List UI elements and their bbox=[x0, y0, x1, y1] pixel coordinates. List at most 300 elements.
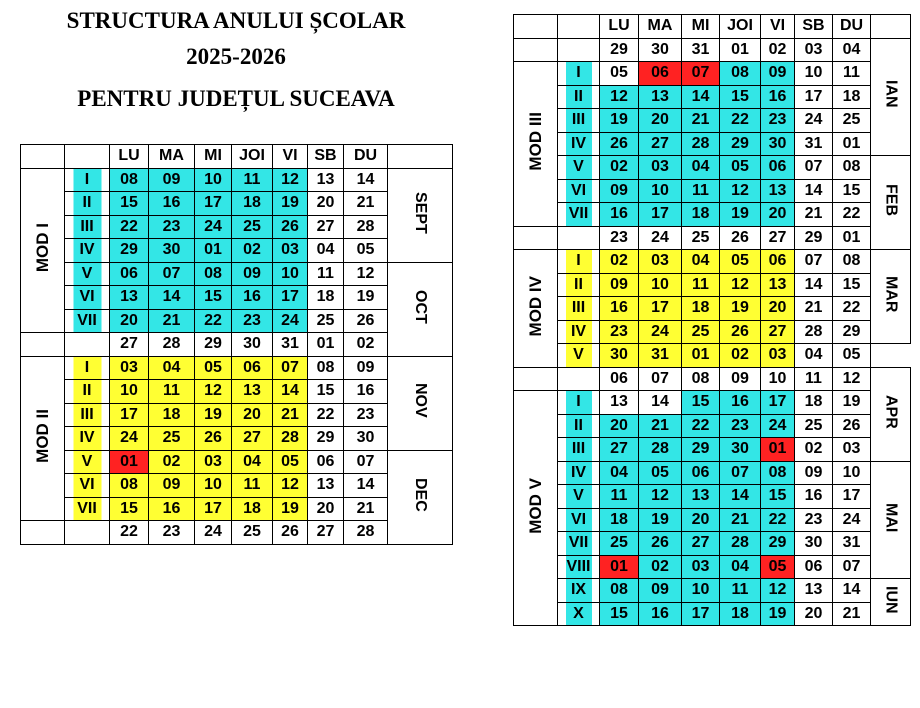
week-row bbox=[514, 508, 911, 532]
date-cell: 31 bbox=[639, 344, 682, 368]
date-cell: 30 bbox=[232, 333, 273, 357]
vacation-week-cell bbox=[558, 226, 600, 250]
date-cell: 16 bbox=[344, 380, 388, 404]
date-cell: 21 bbox=[273, 403, 308, 427]
date-cell: 22 bbox=[195, 309, 232, 333]
vacation-mod-cell bbox=[21, 521, 65, 545]
date-cell: 26 bbox=[639, 532, 682, 556]
date-cell: 12 bbox=[273, 474, 308, 498]
date-cell: 18 bbox=[308, 286, 344, 310]
date-cell: 31 bbox=[273, 333, 308, 357]
date-cell: 21 bbox=[639, 414, 682, 438]
date-cell: 10 bbox=[110, 380, 149, 404]
week-number: III bbox=[65, 215, 110, 239]
month-label-text: FEB bbox=[882, 184, 900, 216]
vacation-week-cell bbox=[65, 333, 110, 357]
date-cell: 17 bbox=[682, 602, 720, 626]
date-cell: 08 bbox=[720, 62, 761, 86]
date-cell: 26 bbox=[600, 132, 639, 156]
week-number: VI bbox=[65, 286, 110, 310]
date-cell: 07 bbox=[720, 461, 761, 485]
date-cell: 17 bbox=[195, 497, 232, 521]
week-row bbox=[514, 273, 911, 297]
date-cell: 15 bbox=[195, 286, 232, 310]
date-cell: 04 bbox=[795, 344, 833, 368]
mod-header-cell bbox=[514, 15, 558, 39]
date-cell: 24 bbox=[110, 427, 149, 451]
date-cell: 29 bbox=[795, 226, 833, 250]
date-cell: 14 bbox=[344, 168, 388, 192]
date-cell: 19 bbox=[639, 508, 682, 532]
date-cell: 02 bbox=[639, 555, 682, 579]
month-header-cell bbox=[388, 145, 453, 169]
header-row bbox=[21, 145, 453, 169]
date-cell: 07 bbox=[795, 250, 833, 274]
date-cell: 22 bbox=[833, 203, 871, 227]
date-cell: 12 bbox=[273, 168, 308, 192]
date-cell: 11 bbox=[682, 273, 720, 297]
date-cell: 10 bbox=[833, 461, 871, 485]
week-number: X bbox=[558, 602, 600, 626]
date-cell: 09 bbox=[149, 474, 195, 498]
week-header-cell bbox=[65, 145, 110, 169]
week-header-cell bbox=[558, 15, 600, 39]
week-row bbox=[514, 602, 911, 626]
date-cell: 07 bbox=[795, 156, 833, 180]
date-cell: 21 bbox=[795, 297, 833, 321]
date-cell: 06 bbox=[232, 356, 273, 380]
date-cell: 05 bbox=[273, 450, 308, 474]
mod-label-text: MOD I bbox=[32, 223, 52, 273]
week-number: III bbox=[65, 403, 110, 427]
date-cell: 15 bbox=[308, 380, 344, 404]
date-cell: 06 bbox=[761, 156, 795, 180]
date-cell: 15 bbox=[833, 179, 871, 203]
month-label bbox=[871, 579, 911, 626]
date-cell: 01 bbox=[761, 438, 795, 462]
day-header-du: DU bbox=[344, 145, 388, 169]
date-cell: 19 bbox=[600, 109, 639, 133]
date-cell: 26 bbox=[195, 427, 232, 451]
week-number: VII bbox=[65, 309, 110, 333]
date-cell: 09 bbox=[149, 168, 195, 192]
week-row bbox=[514, 297, 911, 321]
vacation-row bbox=[514, 38, 911, 62]
date-cell: 24 bbox=[639, 226, 682, 250]
week-number: I bbox=[65, 168, 110, 192]
week-row bbox=[514, 414, 911, 438]
date-cell: 31 bbox=[795, 132, 833, 156]
date-cell: 08 bbox=[833, 156, 871, 180]
date-cell: 13 bbox=[110, 286, 149, 310]
date-cell: 18 bbox=[795, 391, 833, 415]
date-cell: 07 bbox=[639, 367, 682, 391]
date-cell: 03 bbox=[639, 156, 682, 180]
date-cell: 10 bbox=[195, 168, 232, 192]
page-title: STRUCTURA ANULUI ȘCOLAR bbox=[66, 8, 406, 33]
date-cell: 01 bbox=[833, 226, 871, 250]
date-cell: 21 bbox=[344, 497, 388, 521]
date-cell: 24 bbox=[639, 320, 682, 344]
date-cell: 24 bbox=[795, 109, 833, 133]
date-cell: 17 bbox=[110, 403, 149, 427]
date-cell: 20 bbox=[308, 192, 344, 216]
date-cell: 27 bbox=[682, 532, 720, 556]
date-cell: 22 bbox=[720, 109, 761, 133]
week-row bbox=[514, 250, 911, 274]
date-cell: 07 bbox=[273, 356, 308, 380]
mod-label bbox=[514, 62, 558, 227]
date-cell: 05 bbox=[720, 250, 761, 274]
date-cell: 18 bbox=[720, 602, 761, 626]
calendar-table-left bbox=[20, 144, 453, 545]
date-cell: 16 bbox=[639, 602, 682, 626]
date-cell: 10 bbox=[639, 179, 682, 203]
date-cell: 12 bbox=[600, 85, 639, 109]
date-cell: 26 bbox=[344, 309, 388, 333]
week-number: III bbox=[558, 438, 600, 462]
week-row bbox=[514, 438, 911, 462]
date-cell: 19 bbox=[720, 203, 761, 227]
date-cell: 29 bbox=[682, 438, 720, 462]
date-cell: 13 bbox=[761, 179, 795, 203]
date-cell: 12 bbox=[833, 367, 871, 391]
date-cell: 13 bbox=[308, 474, 344, 498]
month-label-text: OCT bbox=[412, 289, 429, 324]
month-label-text: APR bbox=[882, 394, 900, 429]
date-cell: 20 bbox=[110, 309, 149, 333]
date-cell: 11 bbox=[720, 579, 761, 603]
date-cell: 04 bbox=[308, 239, 344, 263]
date-cell: 02 bbox=[761, 38, 795, 62]
date-cell: 01 bbox=[195, 239, 232, 263]
date-cell: 23 bbox=[344, 403, 388, 427]
date-cell: 03 bbox=[110, 356, 149, 380]
date-cell: 21 bbox=[344, 192, 388, 216]
date-cell: 03 bbox=[639, 250, 682, 274]
date-cell: 14 bbox=[720, 485, 761, 509]
week-number: VI bbox=[558, 508, 600, 532]
week-row bbox=[514, 179, 911, 203]
date-cell: 01 bbox=[110, 450, 149, 474]
date-cell: 11 bbox=[308, 262, 344, 286]
date-cell: 25 bbox=[232, 215, 273, 239]
date-cell: 18 bbox=[232, 192, 273, 216]
day-header-sb: SB bbox=[795, 15, 833, 39]
date-cell: 11 bbox=[149, 380, 195, 404]
week-number: IV bbox=[558, 461, 600, 485]
date-cell: 06 bbox=[639, 62, 682, 86]
week-number: IV bbox=[558, 132, 600, 156]
day-header-vi: VI bbox=[761, 15, 795, 39]
date-cell: 04 bbox=[149, 356, 195, 380]
date-cell: 22 bbox=[833, 297, 871, 321]
date-cell: 15 bbox=[110, 192, 149, 216]
week-number: VII bbox=[558, 532, 600, 556]
week-number: II bbox=[65, 380, 110, 404]
date-cell: 20 bbox=[795, 602, 833, 626]
date-cell: 06 bbox=[110, 262, 149, 286]
week-row bbox=[21, 168, 453, 192]
week-number: II bbox=[558, 273, 600, 297]
vacation-row bbox=[514, 367, 911, 391]
date-cell: 09 bbox=[600, 273, 639, 297]
date-cell: 05 bbox=[720, 156, 761, 180]
week-number: IV bbox=[65, 427, 110, 451]
week-number: VI bbox=[65, 474, 110, 498]
date-cell: 26 bbox=[720, 226, 761, 250]
date-cell: 20 bbox=[682, 508, 720, 532]
vacation-mod-cell bbox=[21, 333, 65, 357]
date-cell: 04 bbox=[600, 461, 639, 485]
date-cell: 10 bbox=[195, 474, 232, 498]
week-number: IX bbox=[558, 579, 600, 603]
date-cell: 26 bbox=[273, 521, 308, 545]
date-cell: 11 bbox=[682, 179, 720, 203]
date-cell: 25 bbox=[149, 427, 195, 451]
date-cell: 11 bbox=[232, 168, 273, 192]
date-cell: 10 bbox=[273, 262, 308, 286]
week-row bbox=[514, 132, 911, 156]
date-cell: 20 bbox=[232, 403, 273, 427]
date-cell: 22 bbox=[110, 215, 149, 239]
date-cell: 13 bbox=[639, 85, 682, 109]
month-label bbox=[871, 367, 911, 461]
week-number: V bbox=[65, 450, 110, 474]
date-cell: 19 bbox=[344, 286, 388, 310]
month-label bbox=[388, 262, 453, 356]
month-label bbox=[871, 250, 911, 344]
date-cell: 02 bbox=[600, 156, 639, 180]
week-row bbox=[514, 532, 911, 556]
week-number: VII bbox=[65, 497, 110, 521]
date-cell: 16 bbox=[600, 203, 639, 227]
date-cell: 28 bbox=[149, 333, 195, 357]
date-cell: 06 bbox=[795, 555, 833, 579]
date-cell: 21 bbox=[682, 109, 720, 133]
date-cell: 04 bbox=[682, 156, 720, 180]
vacation-mod-cell bbox=[514, 226, 558, 250]
mod-label bbox=[21, 168, 65, 333]
week-number: IV bbox=[558, 320, 600, 344]
date-cell: 15 bbox=[682, 391, 720, 415]
date-cell: 05 bbox=[600, 62, 639, 86]
date-cell: 07 bbox=[682, 62, 720, 86]
day-header-lu: LU bbox=[110, 145, 149, 169]
week-row bbox=[514, 203, 911, 227]
vacation-row bbox=[514, 226, 911, 250]
date-cell: 03 bbox=[273, 239, 308, 263]
date-cell: 21 bbox=[833, 602, 871, 626]
date-cell: 12 bbox=[720, 179, 761, 203]
date-cell: 20 bbox=[639, 109, 682, 133]
date-cell: 18 bbox=[600, 508, 639, 532]
date-cell: 04 bbox=[682, 250, 720, 274]
week-row bbox=[514, 485, 911, 509]
month-label bbox=[871, 461, 911, 579]
date-cell: 11 bbox=[600, 485, 639, 509]
date-cell: 17 bbox=[639, 203, 682, 227]
day-header-lu: LU bbox=[600, 15, 639, 39]
date-cell: 10 bbox=[795, 62, 833, 86]
date-cell: 14 bbox=[795, 179, 833, 203]
date-cell: 26 bbox=[833, 414, 871, 438]
day-header-du: DU bbox=[833, 15, 871, 39]
date-cell: 18 bbox=[149, 403, 195, 427]
date-cell: 21 bbox=[795, 203, 833, 227]
date-cell: 03 bbox=[761, 344, 795, 368]
mod-label-text: MOD V bbox=[525, 477, 545, 534]
month-label bbox=[388, 168, 453, 262]
month-label bbox=[871, 156, 911, 250]
date-cell: 13 bbox=[795, 579, 833, 603]
date-cell: 07 bbox=[833, 555, 871, 579]
date-cell: 28 bbox=[682, 132, 720, 156]
date-cell: 19 bbox=[273, 497, 308, 521]
date-cell: 23 bbox=[232, 309, 273, 333]
date-cell: 24 bbox=[833, 508, 871, 532]
date-cell: 27 bbox=[639, 132, 682, 156]
date-cell: 01 bbox=[600, 555, 639, 579]
week-number: I bbox=[65, 356, 110, 380]
week-number: III bbox=[558, 109, 600, 133]
date-cell: 12 bbox=[195, 380, 232, 404]
date-cell: 12 bbox=[720, 273, 761, 297]
date-cell: 23 bbox=[600, 320, 639, 344]
date-cell: 18 bbox=[833, 85, 871, 109]
date-cell: 28 bbox=[795, 320, 833, 344]
date-cell: 01 bbox=[833, 132, 871, 156]
date-cell: 19 bbox=[761, 602, 795, 626]
date-cell: 14 bbox=[639, 391, 682, 415]
date-cell: 21 bbox=[149, 309, 195, 333]
date-cell: 10 bbox=[639, 273, 682, 297]
date-cell: 21 bbox=[720, 508, 761, 532]
date-cell: 17 bbox=[761, 391, 795, 415]
date-cell: 31 bbox=[682, 38, 720, 62]
date-cell: 23 bbox=[149, 215, 195, 239]
date-cell: 22 bbox=[110, 521, 149, 545]
date-cell: 05 bbox=[344, 239, 388, 263]
date-cell: 13 bbox=[761, 273, 795, 297]
vacation-mod-cell bbox=[514, 38, 558, 62]
date-cell: 08 bbox=[110, 474, 149, 498]
date-cell: 22 bbox=[682, 414, 720, 438]
date-cell: 26 bbox=[273, 215, 308, 239]
month-label-text: IAN bbox=[882, 80, 900, 109]
date-cell: 25 bbox=[795, 414, 833, 438]
date-cell: 04 bbox=[720, 555, 761, 579]
date-cell: 24 bbox=[273, 309, 308, 333]
vacation-week-cell bbox=[558, 38, 600, 62]
date-cell: 17 bbox=[639, 297, 682, 321]
date-cell: 25 bbox=[833, 109, 871, 133]
vacation-week-cell bbox=[65, 521, 110, 545]
date-cell: 04 bbox=[833, 38, 871, 62]
date-cell: 24 bbox=[761, 414, 795, 438]
date-cell: 12 bbox=[761, 579, 795, 603]
date-cell: 04 bbox=[232, 450, 273, 474]
mod-label bbox=[514, 250, 558, 368]
date-cell: 03 bbox=[195, 450, 232, 474]
week-number: VI bbox=[558, 179, 600, 203]
date-cell: 11 bbox=[795, 367, 833, 391]
header-row bbox=[514, 15, 911, 39]
day-header-joi: JOI bbox=[232, 145, 273, 169]
date-cell: 16 bbox=[149, 192, 195, 216]
week-number: VII bbox=[558, 203, 600, 227]
date-cell: 15 bbox=[600, 602, 639, 626]
date-cell: 06 bbox=[308, 450, 344, 474]
week-row bbox=[21, 262, 453, 286]
date-cell: 09 bbox=[344, 356, 388, 380]
date-cell: 20 bbox=[761, 203, 795, 227]
date-cell: 24 bbox=[195, 215, 232, 239]
date-cell: 31 bbox=[833, 532, 871, 556]
date-cell: 20 bbox=[761, 297, 795, 321]
day-header-vi: VI bbox=[273, 145, 308, 169]
date-cell: 08 bbox=[682, 367, 720, 391]
date-cell: 09 bbox=[639, 579, 682, 603]
date-cell: 22 bbox=[761, 508, 795, 532]
date-cell: 20 bbox=[308, 497, 344, 521]
date-cell: 03 bbox=[833, 438, 871, 462]
date-cell: 11 bbox=[232, 474, 273, 498]
date-cell: 30 bbox=[149, 239, 195, 263]
date-cell: 13 bbox=[600, 391, 639, 415]
date-cell: 25 bbox=[682, 226, 720, 250]
mod-label bbox=[514, 391, 558, 626]
date-cell: 09 bbox=[720, 367, 761, 391]
date-cell: 14 bbox=[795, 273, 833, 297]
date-cell: 25 bbox=[308, 309, 344, 333]
date-cell: 17 bbox=[795, 85, 833, 109]
date-cell: 05 bbox=[833, 344, 871, 368]
date-cell: 15 bbox=[761, 485, 795, 509]
date-cell: 02 bbox=[600, 250, 639, 274]
mod-label-text: MOD IV bbox=[525, 275, 545, 336]
week-row bbox=[514, 579, 911, 603]
month-label bbox=[388, 450, 453, 544]
date-cell: 07 bbox=[344, 450, 388, 474]
week-row bbox=[514, 156, 911, 180]
date-cell: 16 bbox=[232, 286, 273, 310]
calendar-table-right bbox=[513, 14, 911, 626]
date-cell: 27 bbox=[308, 215, 344, 239]
day-header-ma: MA bbox=[149, 145, 195, 169]
date-cell: 14 bbox=[149, 286, 195, 310]
date-cell: 09 bbox=[232, 262, 273, 286]
week-number: I bbox=[558, 250, 600, 274]
date-cell: 08 bbox=[833, 250, 871, 274]
date-cell: 16 bbox=[761, 85, 795, 109]
date-cell: 15 bbox=[833, 273, 871, 297]
week-row bbox=[514, 85, 911, 109]
vacation-mod-cell bbox=[514, 367, 558, 391]
date-cell: 27 bbox=[761, 320, 795, 344]
date-cell: 06 bbox=[761, 250, 795, 274]
date-cell: 28 bbox=[639, 438, 682, 462]
date-cell: 01 bbox=[308, 333, 344, 357]
week-number: V bbox=[558, 485, 600, 509]
week-number: V bbox=[558, 156, 600, 180]
vacation-week-cell bbox=[558, 367, 600, 391]
date-cell: 19 bbox=[720, 297, 761, 321]
week-number: V bbox=[558, 344, 600, 368]
date-cell: 16 bbox=[149, 497, 195, 521]
day-header-sb: SB bbox=[308, 145, 344, 169]
date-cell: 16 bbox=[600, 297, 639, 321]
